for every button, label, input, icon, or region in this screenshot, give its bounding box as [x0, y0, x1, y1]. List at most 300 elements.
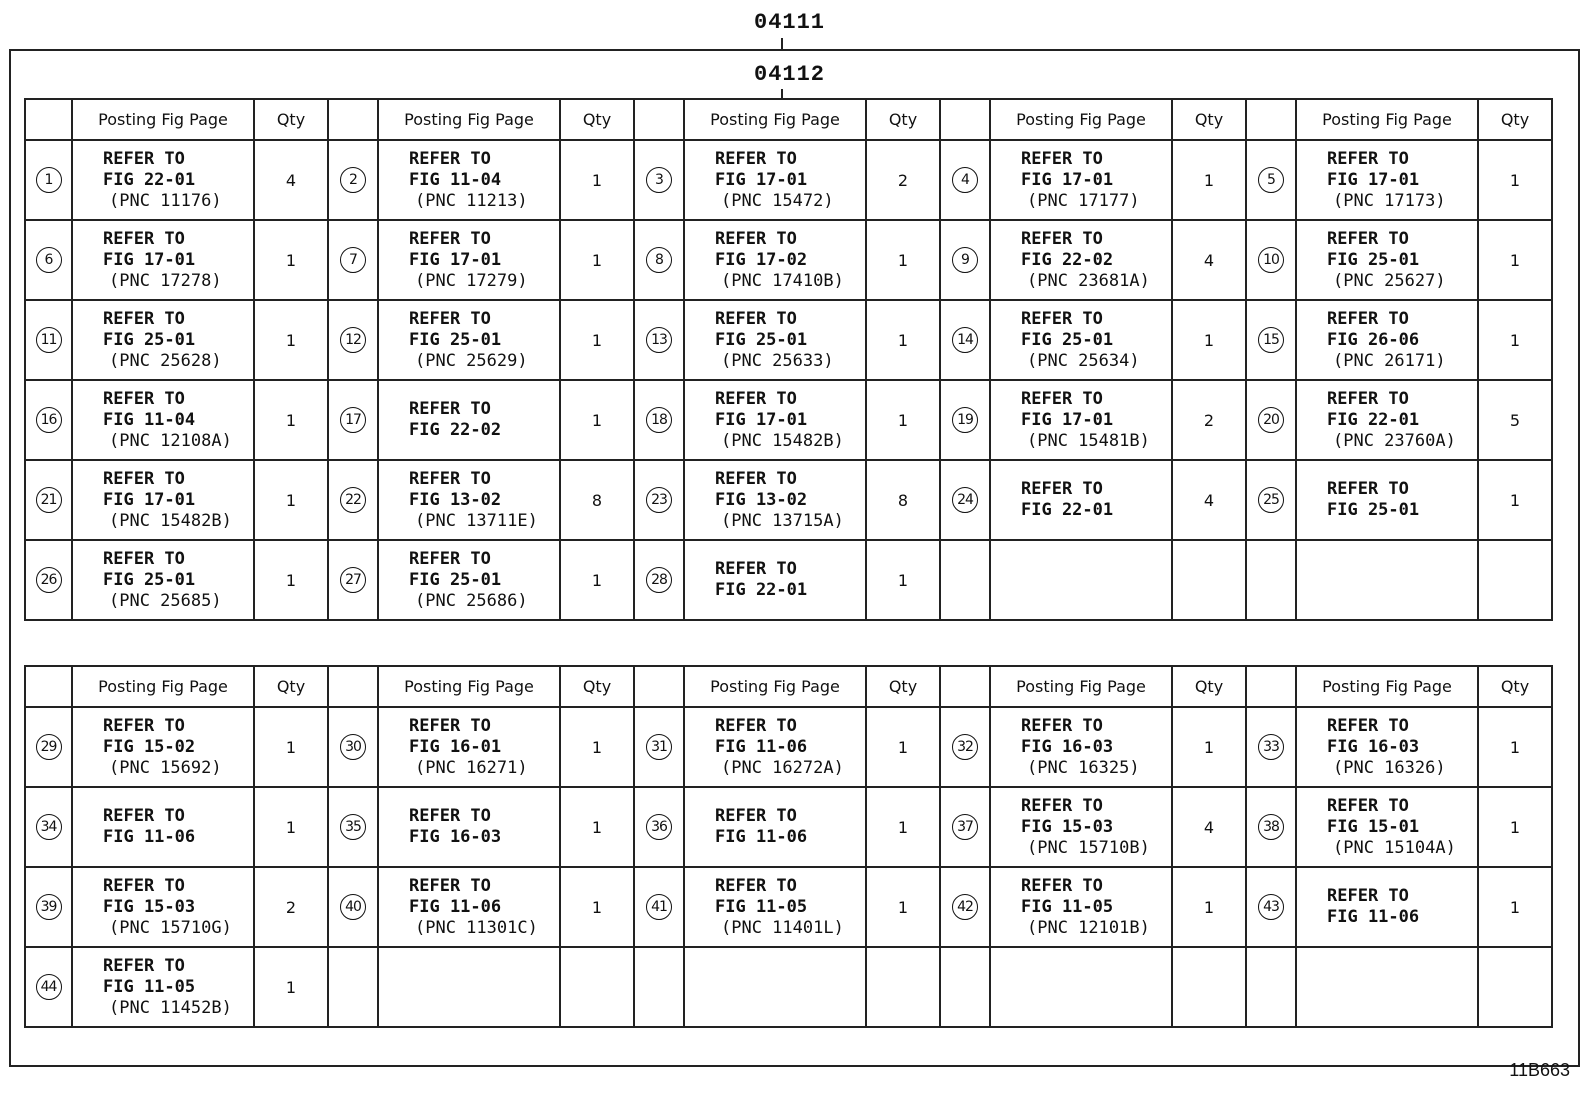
fig-page-text: FIG 17-01	[715, 409, 808, 430]
refer-to-text: REFER TO	[409, 715, 491, 736]
item-number-cell	[328, 540, 378, 620]
fig-page-text: FIG 26-06	[1327, 329, 1420, 350]
item-number-circle: 18	[646, 407, 672, 433]
refer-to-text: REFER TO	[409, 148, 491, 169]
qty-cell	[560, 947, 634, 1027]
qty-cell: 1	[866, 707, 940, 787]
item-number-cell	[940, 140, 990, 220]
refer-to-text: REFER TO	[1021, 715, 1103, 736]
item-number-circle: 39	[36, 894, 62, 920]
pnc-text: (PNC 11452B)	[109, 997, 232, 1018]
posting-fig-cell	[72, 380, 254, 460]
posting-fig-cell	[378, 220, 560, 300]
item-number-circle: 12	[340, 327, 366, 353]
refer-to-text: REFER TO	[715, 228, 797, 249]
posting-fig-cell	[684, 380, 866, 460]
header-index-cell	[940, 666, 990, 707]
posting-fig-cell	[1296, 867, 1478, 947]
pnc-text: (PNC 26171)	[1333, 350, 1446, 371]
qty-cell: 1	[866, 540, 940, 620]
item-number-cell	[940, 220, 990, 300]
posting-fig-cell	[1296, 540, 1478, 620]
table-row	[25, 707, 1552, 787]
item-number-circle: 8	[646, 247, 672, 273]
pnc-text: (PNC 16325)	[1027, 757, 1140, 778]
refer-to-text: REFER TO	[715, 806, 797, 826]
fig-page-text: FIG 17-01	[1021, 169, 1114, 190]
pnc-text: (PNC 25627)	[1333, 270, 1446, 291]
item-number-cell	[940, 787, 990, 867]
header-posting-fig-page: Posting Fig Page	[378, 666, 560, 707]
item-number-cell	[940, 540, 990, 620]
posting-fig-cell	[378, 787, 560, 867]
item-number-circle: 25	[1258, 487, 1284, 513]
qty-cell	[1172, 540, 1246, 620]
pnc-text: (PNC 17410B)	[721, 270, 844, 291]
qty-cell: 8	[866, 460, 940, 540]
fig-page-text: FIG 22-01	[1327, 409, 1420, 430]
pnc-text: (PNC 17279)	[415, 270, 528, 291]
qty-cell	[1172, 947, 1246, 1027]
refer-to-text: REFER TO	[1327, 795, 1409, 816]
parts-table-upper	[24, 98, 1553, 621]
refer-to-text: REFER TO	[715, 468, 797, 489]
item-number-circle: 36	[646, 814, 672, 840]
item-number-circle: 6	[36, 247, 62, 273]
item-number-cell	[328, 707, 378, 787]
refer-to-text: REFER TO	[715, 559, 797, 579]
fig-page-text: FIG 15-03	[1021, 816, 1114, 837]
fig-page-text: FIG 17-01	[103, 489, 196, 510]
refer-to-text: REFER TO	[103, 875, 185, 896]
qty-cell	[1478, 540, 1552, 620]
posting-fig-cell	[378, 460, 560, 540]
item-number-cell	[634, 460, 684, 540]
pnc-text: (PNC 17177)	[1027, 190, 1140, 211]
qty-cell: 1	[1478, 787, 1552, 867]
refer-to-text: REFER TO	[103, 955, 185, 976]
header-index-cell	[634, 666, 684, 707]
item-number-cell	[25, 380, 72, 460]
item-number-cell	[25, 140, 72, 220]
header-qty: Qty	[1478, 99, 1552, 140]
item-number-cell	[1246, 947, 1296, 1027]
table-row	[25, 220, 1552, 300]
fig-page-text: FIG 11-06	[1327, 907, 1420, 927]
item-number-circle: 42	[952, 894, 978, 920]
item-number-cell	[25, 867, 72, 947]
fig-page-text: FIG 13-02	[409, 489, 502, 510]
posting-fig-cell	[990, 787, 1172, 867]
refer-to-text: REFER TO	[715, 308, 797, 329]
pnc-text: (PNC 17278)	[109, 270, 222, 291]
refer-to-text: REFER TO	[1327, 886, 1409, 906]
assembly-number-04112: 04112	[754, 62, 826, 87]
item-number-circle: 37	[952, 814, 978, 840]
item-number-cell	[25, 540, 72, 620]
item-number-circle: 4	[952, 167, 978, 193]
header-posting-fig-page: Posting Fig Page	[684, 99, 866, 140]
posting-fig-cell	[990, 220, 1172, 300]
item-number-cell	[1246, 867, 1296, 947]
header-posting-fig-page: Posting Fig Page	[990, 666, 1172, 707]
refer-to-text: REFER TO	[409, 399, 491, 419]
item-number-cell	[634, 300, 684, 380]
pnc-text: (PNC 16326)	[1333, 757, 1446, 778]
pnc-text: (PNC 11176)	[109, 190, 222, 211]
pnc-text: (PNC 15472)	[721, 190, 834, 211]
qty-cell: 1	[866, 220, 940, 300]
refer-to-text: REFER TO	[715, 875, 797, 896]
refer-to-text: REFER TO	[103, 228, 185, 249]
header-qty: Qty	[866, 666, 940, 707]
qty-cell	[1478, 947, 1552, 1027]
header-posting-fig-page: Posting Fig Page	[990, 99, 1172, 140]
posting-fig-cell	[1296, 380, 1478, 460]
pnc-text: (PNC 25628)	[109, 350, 222, 371]
refer-to-text: REFER TO	[1327, 715, 1409, 736]
item-number-circle: 41	[646, 894, 672, 920]
refer-to-text: REFER TO	[1021, 308, 1103, 329]
table-row	[25, 300, 1552, 380]
qty-cell: 1	[560, 300, 634, 380]
item-number-circle: 32	[952, 734, 978, 760]
table-header-row	[25, 666, 1552, 707]
item-number-circle: 29	[36, 734, 62, 760]
qty-cell: 4	[1172, 220, 1246, 300]
posting-fig-cell	[378, 540, 560, 620]
item-number-circle: 28	[646, 567, 672, 593]
posting-fig-cell	[990, 947, 1172, 1027]
header-index-cell	[634, 99, 684, 140]
item-number-cell	[634, 707, 684, 787]
item-number-cell	[634, 380, 684, 460]
posting-fig-cell	[72, 540, 254, 620]
fig-page-text: FIG 17-01	[715, 169, 808, 190]
header-index-cell	[1246, 99, 1296, 140]
fig-page-text: FIG 25-01	[715, 329, 808, 350]
item-number-cell	[1246, 707, 1296, 787]
qty-cell: 4	[1172, 460, 1246, 540]
qty-cell: 5	[1478, 380, 1552, 460]
pnc-text: (PNC 15692)	[109, 757, 222, 778]
pnc-text: (PNC 25685)	[109, 590, 222, 611]
item-number-circle: 2	[340, 167, 366, 193]
fig-page-text: FIG 11-06	[715, 827, 808, 847]
qty-cell: 1	[1172, 140, 1246, 220]
refer-to-text: REFER TO	[715, 388, 797, 409]
item-number-circle: 17	[340, 407, 366, 433]
fig-page-text: FIG 22-02	[1021, 249, 1114, 270]
refer-to-text: REFER TO	[409, 468, 491, 489]
qty-cell: 1	[254, 220, 328, 300]
header-posting-fig-page: Posting Fig Page	[1296, 99, 1478, 140]
posting-fig-cell	[72, 460, 254, 540]
posting-fig-cell	[684, 460, 866, 540]
table-row	[25, 460, 1552, 540]
fig-page-text: FIG 25-01	[1327, 249, 1420, 270]
pnc-text: (PNC 15104A)	[1333, 837, 1456, 858]
item-number-cell	[1246, 300, 1296, 380]
pnc-text: (PNC 13715A)	[721, 510, 844, 531]
qty-cell: 1	[254, 707, 328, 787]
fig-page-text: FIG 17-01	[1021, 409, 1114, 430]
refer-to-text: REFER TO	[715, 715, 797, 736]
header-index-cell	[328, 666, 378, 707]
refer-to-text: REFER TO	[1021, 388, 1103, 409]
item-number-circle: 31	[646, 734, 672, 760]
item-number-circle: 40	[340, 894, 366, 920]
posting-fig-cell	[990, 140, 1172, 220]
posting-fig-cell	[378, 867, 560, 947]
header-qty: Qty	[254, 666, 328, 707]
posting-fig-cell	[72, 220, 254, 300]
header-posting-fig-page: Posting Fig Page	[72, 99, 254, 140]
item-number-circle: 26	[36, 567, 62, 593]
pnc-text: (PNC 15710B)	[1027, 837, 1150, 858]
pnc-text: (PNC 12101B)	[1027, 917, 1150, 938]
refer-to-text: REFER TO	[103, 388, 185, 409]
header-index-cell	[25, 666, 72, 707]
fig-page-text: FIG 16-03	[1021, 736, 1114, 757]
qty-cell: 1	[560, 220, 634, 300]
posting-fig-cell	[1296, 220, 1478, 300]
qty-cell: 8	[560, 460, 634, 540]
refer-to-text: REFER TO	[409, 806, 491, 826]
header-qty: Qty	[560, 99, 634, 140]
posting-fig-cell	[72, 947, 254, 1027]
qty-cell	[866, 947, 940, 1027]
posting-fig-cell	[1296, 947, 1478, 1027]
fig-page-text: FIG 25-01	[103, 569, 196, 590]
item-number-cell	[328, 947, 378, 1027]
table-row	[25, 947, 1552, 1027]
pnc-text: (PNC 11213)	[415, 190, 528, 211]
qty-cell: 1	[254, 540, 328, 620]
pnc-text: (PNC 12108A)	[109, 430, 232, 451]
fig-page-text: FIG 25-01	[409, 569, 502, 590]
qty-cell: 2	[254, 867, 328, 947]
qty-cell: 4	[254, 140, 328, 220]
pnc-text: (PNC 25634)	[1027, 350, 1140, 371]
qty-cell: 1	[560, 380, 634, 460]
header-index-cell	[25, 99, 72, 140]
header-qty: Qty	[1172, 99, 1246, 140]
refer-to-text: REFER TO	[1327, 308, 1409, 329]
refer-to-text: REFER TO	[1327, 148, 1409, 169]
item-number-circle: 10	[1258, 247, 1284, 273]
item-number-circle: 23	[646, 487, 672, 513]
pnc-text: (PNC 25633)	[721, 350, 834, 371]
posting-fig-cell	[684, 220, 866, 300]
refer-to-text: REFER TO	[103, 308, 185, 329]
refer-to-text: REFER TO	[103, 468, 185, 489]
fig-page-text: FIG 11-04	[409, 169, 502, 190]
posting-fig-cell	[378, 140, 560, 220]
header-qty: Qty	[560, 666, 634, 707]
item-number-circle: 44	[36, 974, 62, 1000]
fig-page-text: FIG 25-01	[1021, 329, 1114, 350]
qty-cell: 1	[560, 707, 634, 787]
refer-to-text: REFER TO	[409, 548, 491, 569]
header-qty: Qty	[866, 99, 940, 140]
qty-cell: 4	[1172, 787, 1246, 867]
header-posting-fig-page: Posting Fig Page	[72, 666, 254, 707]
qty-cell: 1	[254, 947, 328, 1027]
posting-fig-cell	[990, 300, 1172, 380]
item-number-cell	[634, 220, 684, 300]
fig-page-text: FIG 11-06	[715, 736, 808, 757]
fig-page-text: FIG 15-02	[103, 736, 196, 757]
refer-to-text: REFER TO	[1327, 228, 1409, 249]
item-number-cell	[940, 460, 990, 540]
item-number-cell	[1246, 140, 1296, 220]
pnc-text: (PNC 16271)	[415, 757, 528, 778]
posting-fig-cell	[1296, 707, 1478, 787]
posting-fig-cell	[1296, 140, 1478, 220]
item-number-cell	[634, 140, 684, 220]
table-row	[25, 867, 1552, 947]
refer-to-text: REFER TO	[715, 148, 797, 169]
qty-cell: 1	[1478, 707, 1552, 787]
item-number-cell	[328, 140, 378, 220]
posting-fig-cell	[684, 867, 866, 947]
item-number-circle: 43	[1258, 894, 1284, 920]
item-number-circle: 33	[1258, 734, 1284, 760]
pnc-text: (PNC 23760A)	[1333, 430, 1456, 451]
qty-cell: 1	[866, 787, 940, 867]
posting-fig-cell	[72, 867, 254, 947]
header-qty: Qty	[1478, 666, 1552, 707]
refer-to-text: REFER TO	[103, 806, 185, 826]
posting-fig-cell	[72, 707, 254, 787]
item-number-cell	[328, 300, 378, 380]
item-number-cell	[634, 867, 684, 947]
qty-cell: 1	[560, 787, 634, 867]
posting-fig-cell	[684, 300, 866, 380]
refer-to-text: REFER TO	[1327, 479, 1409, 499]
posting-fig-cell	[378, 380, 560, 460]
fig-page-text: FIG 17-01	[409, 249, 502, 270]
item-number-circle: 9	[952, 247, 978, 273]
item-number-cell	[634, 947, 684, 1027]
refer-to-text: REFER TO	[1021, 795, 1103, 816]
posting-fig-cell	[1296, 787, 1478, 867]
qty-cell: 1	[560, 867, 634, 947]
pnc-text: (PNC 15482B)	[109, 510, 232, 531]
qty-cell: 1	[254, 300, 328, 380]
fig-page-text: FIG 17-01	[1327, 169, 1420, 190]
pnc-text: (PNC 11401L)	[721, 917, 844, 938]
pnc-text: (PNC 13711E)	[415, 510, 538, 531]
fig-page-text: FIG 25-01	[103, 329, 196, 350]
item-number-cell	[25, 220, 72, 300]
qty-cell: 1	[866, 867, 940, 947]
posting-fig-cell	[72, 787, 254, 867]
fig-page-text: FIG 11-05	[715, 896, 808, 917]
fig-page-text: FIG 11-05	[103, 976, 196, 997]
item-number-cell	[25, 460, 72, 540]
table-row	[25, 787, 1552, 867]
item-number-circle: 22	[340, 487, 366, 513]
fig-page-text: FIG 13-02	[715, 489, 808, 510]
item-number-cell	[25, 707, 72, 787]
refer-to-text: REFER TO	[103, 148, 185, 169]
header-index-cell	[328, 99, 378, 140]
qty-cell: 1	[1172, 300, 1246, 380]
fig-page-text: FIG 16-03	[1327, 736, 1420, 757]
posting-fig-cell	[72, 140, 254, 220]
item-number-circle: 16	[36, 407, 62, 433]
refer-to-text: REFER TO	[1327, 388, 1409, 409]
item-number-cell	[328, 867, 378, 947]
refer-to-text: REFER TO	[103, 548, 185, 569]
item-number-cell	[25, 947, 72, 1027]
posting-fig-cell	[684, 540, 866, 620]
fig-page-text: FIG 22-01	[1021, 500, 1114, 520]
item-number-circle: 3	[646, 167, 672, 193]
pnc-text: (PNC 15710G)	[109, 917, 232, 938]
item-number-circle: 7	[340, 247, 366, 273]
refer-to-text: REFER TO	[409, 875, 491, 896]
posting-fig-cell	[684, 140, 866, 220]
pnc-text: (PNC 25629)	[415, 350, 528, 371]
fig-page-text: FIG 22-02	[409, 420, 502, 440]
table-row	[25, 540, 1552, 620]
item-number-cell	[328, 787, 378, 867]
qty-cell: 1	[1172, 867, 1246, 947]
qty-cell: 1	[254, 787, 328, 867]
header-posting-fig-page: Posting Fig Page	[378, 99, 560, 140]
refer-to-text: REFER TO	[409, 228, 491, 249]
fig-page-text: FIG 11-04	[103, 409, 196, 430]
posting-fig-cell	[1296, 460, 1478, 540]
fig-page-text: FIG 25-01	[409, 329, 502, 350]
item-number-circle: 30	[340, 734, 366, 760]
posting-fig-cell	[990, 380, 1172, 460]
pnc-text: (PNC 15481B)	[1027, 430, 1150, 451]
fig-page-text: FIG 22-01	[103, 169, 196, 190]
assembly-number-04111: 04111	[754, 10, 826, 35]
qty-cell: 1	[560, 140, 634, 220]
item-number-cell	[1246, 787, 1296, 867]
posting-fig-cell	[72, 300, 254, 380]
pnc-text: (PNC 16272A)	[721, 757, 844, 778]
item-number-cell	[634, 540, 684, 620]
item-number-circle: 34	[36, 814, 62, 840]
item-number-circle: 21	[36, 487, 62, 513]
posting-fig-cell	[684, 947, 866, 1027]
qty-cell: 1	[254, 460, 328, 540]
refer-to-text: REFER TO	[103, 715, 185, 736]
item-number-cell	[1246, 220, 1296, 300]
refer-to-text: REFER TO	[409, 308, 491, 329]
qty-cell: 1	[866, 300, 940, 380]
item-number-cell	[328, 220, 378, 300]
fig-page-text: FIG 16-01	[409, 736, 502, 757]
header-qty: Qty	[1172, 666, 1246, 707]
pnc-text: (PNC 15482B)	[721, 430, 844, 451]
refer-to-text: REFER TO	[1021, 875, 1103, 896]
item-number-circle: 15	[1258, 327, 1284, 353]
header-index-cell	[1246, 666, 1296, 707]
fig-page-text: FIG 17-02	[715, 249, 808, 270]
item-number-circle: 1	[36, 167, 62, 193]
refer-to-text: REFER TO	[1021, 479, 1103, 499]
posting-fig-cell	[378, 707, 560, 787]
posting-fig-cell	[684, 787, 866, 867]
refer-to-text: REFER TO	[1021, 228, 1103, 249]
